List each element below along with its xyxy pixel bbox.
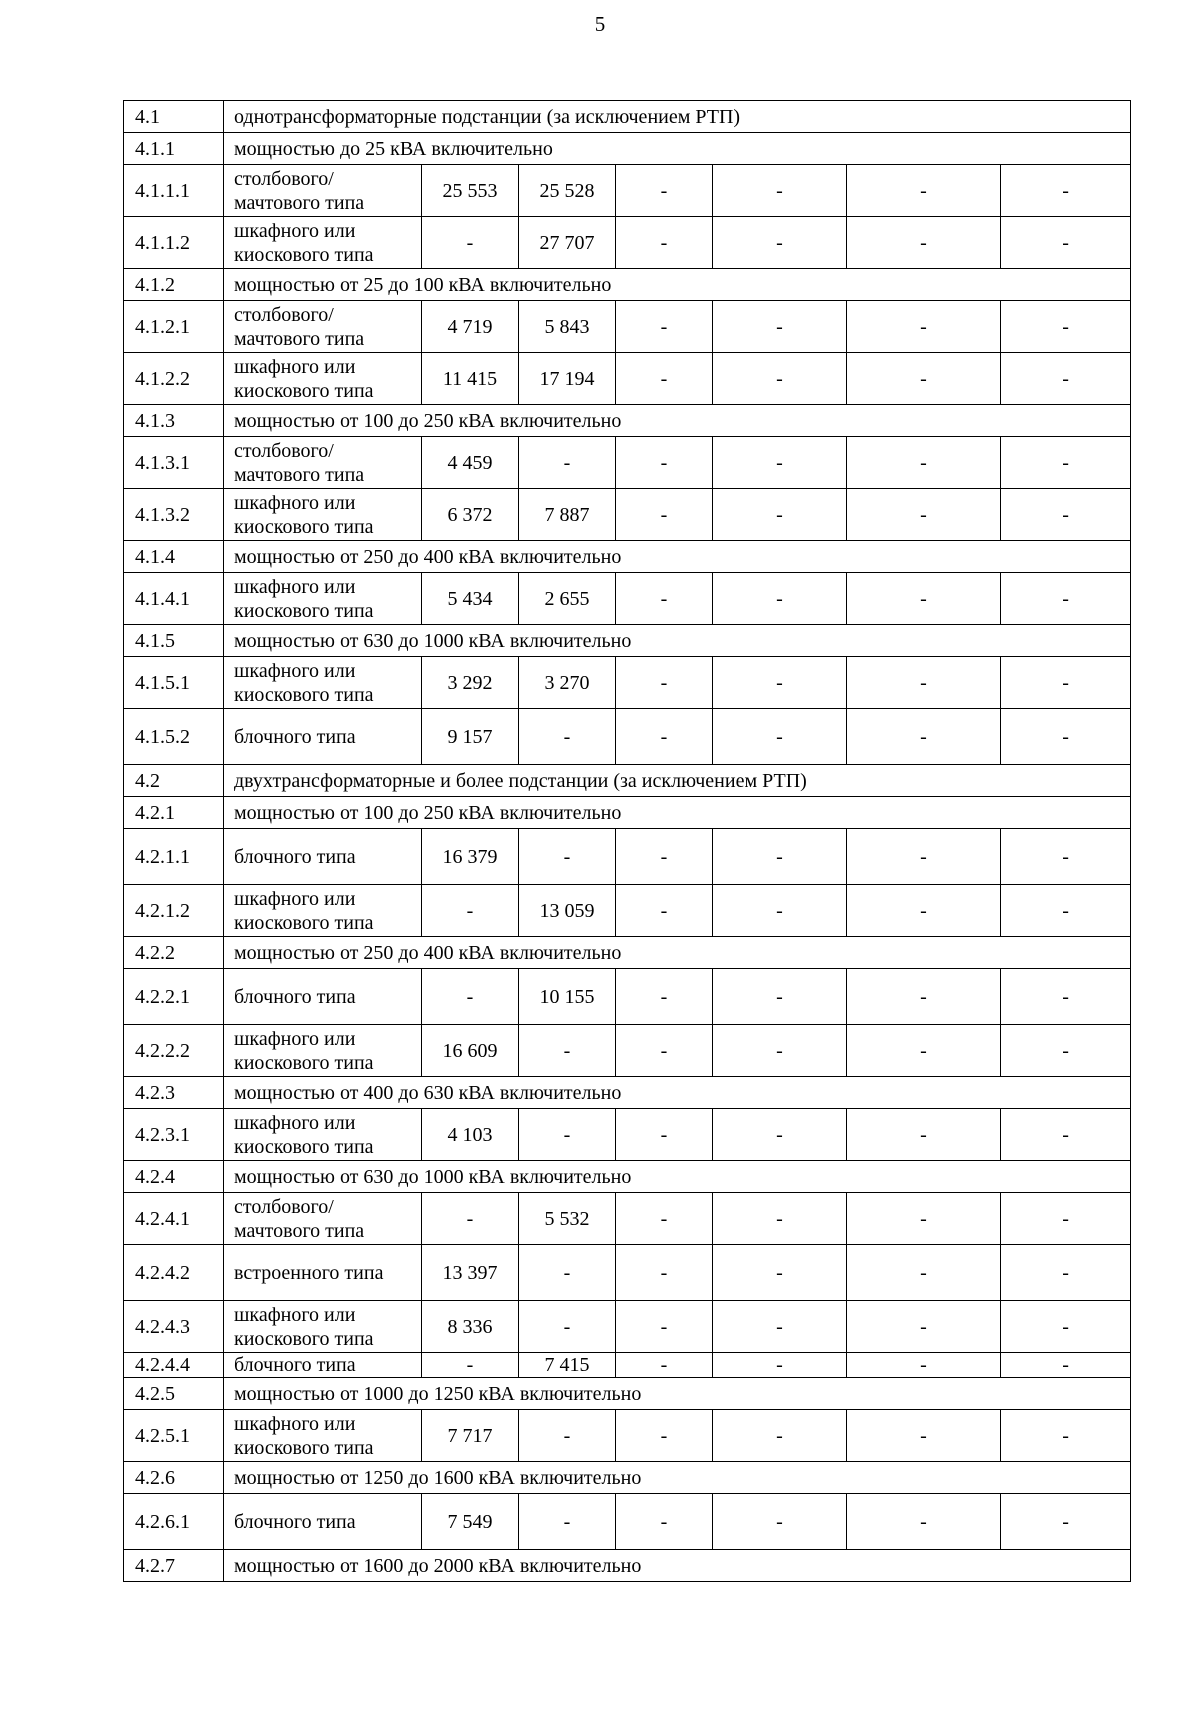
section-heading-row xyxy=(124,405,1131,437)
row-code: 4.2.1.1 xyxy=(124,829,224,885)
value-cell: - xyxy=(1001,709,1131,765)
row-code: 4.1.3.2 xyxy=(124,489,224,541)
value-cell: - xyxy=(713,657,847,709)
value-cell: - xyxy=(1001,1109,1131,1161)
table-row xyxy=(124,829,1131,885)
substation-type-line: киоскового типа xyxy=(234,1051,374,1074)
value-cell: 5 843 xyxy=(519,301,616,353)
substation-type-line: блочного типа xyxy=(234,845,356,868)
value-cell: - xyxy=(422,885,519,937)
value-cell: - xyxy=(847,1025,1001,1077)
substation-type-line: шкафного или xyxy=(234,1111,356,1134)
tariff-table xyxy=(123,100,1131,1582)
row-code: 4.2.4.4 xyxy=(124,1353,224,1378)
section-heading: мощностью от 100 до 250 кВА включительно xyxy=(224,797,1131,829)
row-code: 4.2.1 xyxy=(124,797,224,829)
value-cell: - xyxy=(713,437,847,489)
value-cell: 7 549 xyxy=(422,1494,519,1550)
table-row xyxy=(124,1193,1131,1245)
value-cell: - xyxy=(616,1245,713,1301)
substation-type xyxy=(224,165,422,217)
section-heading: мощностью от 250 до 400 кВА включительно xyxy=(224,937,1131,969)
value-cell: - xyxy=(847,217,1001,269)
substation-type-line: столбового/ xyxy=(234,303,334,326)
value-cell: - xyxy=(1001,885,1131,937)
value-cell: - xyxy=(1001,1410,1131,1462)
value-cell: - xyxy=(713,217,847,269)
table-row xyxy=(124,657,1131,709)
value-cell: - xyxy=(519,709,616,765)
value-cell: - xyxy=(616,1410,713,1462)
value-cell: - xyxy=(713,301,847,353)
substation-type xyxy=(224,301,422,353)
row-code: 4.2.5.1 xyxy=(124,1410,224,1462)
substation-type xyxy=(224,1025,422,1077)
row-code: 4.2.7 xyxy=(124,1550,224,1582)
section-heading-row xyxy=(124,625,1131,657)
row-code: 4.2.1.2 xyxy=(124,885,224,937)
value-cell: - xyxy=(616,573,713,625)
substation-type-line: столбового/ xyxy=(234,439,334,462)
row-code: 4.2.3 xyxy=(124,1077,224,1109)
value-cell: - xyxy=(1001,217,1131,269)
value-cell: - xyxy=(519,1245,616,1301)
table-row xyxy=(124,301,1131,353)
value-cell: - xyxy=(713,489,847,541)
value-cell: - xyxy=(616,709,713,765)
section-heading: мощностью от 400 до 630 кВА включительно xyxy=(224,1077,1131,1109)
value-cell: 9 157 xyxy=(422,709,519,765)
substation-type xyxy=(224,573,422,625)
value-cell: 13 059 xyxy=(519,885,616,937)
value-cell: - xyxy=(519,437,616,489)
value-cell: - xyxy=(1001,1025,1131,1077)
table-row xyxy=(124,1410,1131,1462)
substation-type xyxy=(224,1410,422,1462)
row-code: 4.1.1.1 xyxy=(124,165,224,217)
row-code: 4.2.3.1 xyxy=(124,1109,224,1161)
value-cell: - xyxy=(616,1301,713,1353)
substation-type-line: киоскового типа xyxy=(234,599,374,622)
row-code: 4.2.4.1 xyxy=(124,1193,224,1245)
section-heading-row xyxy=(124,101,1131,133)
substation-type-line: киоскового типа xyxy=(234,243,374,266)
row-code: 4.1.2 xyxy=(124,269,224,301)
table-row xyxy=(124,1109,1131,1161)
value-cell: - xyxy=(616,217,713,269)
substation-type xyxy=(224,1301,422,1353)
value-cell: - xyxy=(616,969,713,1025)
substation-type xyxy=(224,1494,422,1550)
value-cell: 5 434 xyxy=(422,573,519,625)
value-cell: 4 719 xyxy=(422,301,519,353)
substation-type-line: блочного типа xyxy=(234,985,356,1008)
value-cell: - xyxy=(847,1245,1001,1301)
substation-type xyxy=(224,969,422,1025)
row-code: 4.2.2.1 xyxy=(124,969,224,1025)
section-heading-row xyxy=(124,133,1131,165)
value-cell: - xyxy=(847,1193,1001,1245)
value-cell: 2 655 xyxy=(519,573,616,625)
row-code: 4.1.2.2 xyxy=(124,353,224,405)
row-code: 4.2.2 xyxy=(124,937,224,969)
value-cell: 3 292 xyxy=(422,657,519,709)
substation-type-line: мачтового типа xyxy=(234,1219,365,1242)
substation-type xyxy=(224,657,422,709)
value-cell: - xyxy=(616,1025,713,1077)
substation-type-line: шкафного или xyxy=(234,491,356,514)
value-cell: - xyxy=(1001,353,1131,405)
value-cell: - xyxy=(713,1301,847,1353)
value-cell: - xyxy=(713,573,847,625)
section-heading-row xyxy=(124,937,1131,969)
table-row xyxy=(124,969,1131,1025)
value-cell: - xyxy=(847,573,1001,625)
value-cell: - xyxy=(1001,829,1131,885)
value-cell: - xyxy=(713,353,847,405)
value-cell: - xyxy=(713,1410,847,1462)
row-code: 4.1.2.1 xyxy=(124,301,224,353)
section-heading: мощностью от 630 до 1000 кВА включительно xyxy=(224,1161,1131,1193)
value-cell: - xyxy=(616,353,713,405)
substation-type-line: шкафного или xyxy=(234,355,356,378)
substation-type-line: блочного типа xyxy=(234,1354,356,1376)
row-code: 4.2.4 xyxy=(124,1161,224,1193)
value-cell: 25 528 xyxy=(519,165,616,217)
value-cell: - xyxy=(847,1301,1001,1353)
value-cell: 4 103 xyxy=(422,1109,519,1161)
value-cell: - xyxy=(713,1109,847,1161)
value-cell: - xyxy=(616,301,713,353)
value-cell: - xyxy=(616,1193,713,1245)
substation-type-line: столбового/ xyxy=(234,1195,334,1218)
table-row xyxy=(124,1301,1131,1353)
value-cell: 16 379 xyxy=(422,829,519,885)
row-code: 4.1.5 xyxy=(124,625,224,657)
value-cell: - xyxy=(1001,437,1131,489)
section-heading-row xyxy=(124,797,1131,829)
section-heading: мощностью от 100 до 250 кВА включительно xyxy=(224,405,1131,437)
substation-type xyxy=(224,217,422,269)
table-row xyxy=(124,437,1131,489)
row-code: 4.1.1.2 xyxy=(124,217,224,269)
table-row xyxy=(124,217,1131,269)
row-code: 4.2.6.1 xyxy=(124,1494,224,1550)
value-cell: 27 707 xyxy=(519,217,616,269)
value-cell: - xyxy=(422,969,519,1025)
value-cell: 11 415 xyxy=(422,353,519,405)
value-cell: 10 155 xyxy=(519,969,616,1025)
value-cell: - xyxy=(616,1353,713,1378)
table-row xyxy=(124,353,1131,405)
substation-type-line: блочного типа xyxy=(234,1510,356,1533)
value-cell: - xyxy=(847,709,1001,765)
section-heading: мощностью от 25 до 100 кВА включительно xyxy=(224,269,1131,301)
substation-type xyxy=(224,489,422,541)
section-heading: мощностью от 250 до 400 кВА включительно xyxy=(224,541,1131,573)
substation-type xyxy=(224,709,422,765)
table-row xyxy=(124,165,1131,217)
section-heading-row xyxy=(124,269,1131,301)
value-cell: - xyxy=(519,1109,616,1161)
table-row xyxy=(124,1245,1131,1301)
row-code: 4.2.5 xyxy=(124,1378,224,1410)
value-cell: - xyxy=(1001,573,1131,625)
substation-type-line: столбового/ xyxy=(234,167,334,190)
row-code: 4.2.6 xyxy=(124,1462,224,1494)
substation-type-line: шкафного или xyxy=(234,659,356,682)
value-cell: - xyxy=(847,353,1001,405)
value-cell: - xyxy=(616,1109,713,1161)
value-cell: - xyxy=(847,165,1001,217)
substation-type xyxy=(224,829,422,885)
section-heading: мощностью от 630 до 1000 кВА включительно xyxy=(224,625,1131,657)
value-cell: - xyxy=(847,969,1001,1025)
value-cell: - xyxy=(616,1494,713,1550)
section-heading-row xyxy=(124,1161,1131,1193)
value-cell: - xyxy=(616,885,713,937)
section-heading-row xyxy=(124,1378,1131,1410)
substation-type xyxy=(224,885,422,937)
value-cell: - xyxy=(847,489,1001,541)
value-cell: 25 553 xyxy=(422,165,519,217)
section-heading-row xyxy=(124,1462,1131,1494)
substation-type-line: киоскового типа xyxy=(234,515,374,538)
row-code: 4.2.2.2 xyxy=(124,1025,224,1077)
value-cell: - xyxy=(713,1245,847,1301)
table-row xyxy=(124,489,1131,541)
value-cell: - xyxy=(1001,301,1131,353)
value-cell: - xyxy=(1001,1245,1131,1301)
substation-type xyxy=(224,1109,422,1161)
value-cell: - xyxy=(616,657,713,709)
section-heading-row xyxy=(124,1077,1131,1109)
substation-type xyxy=(224,1353,422,1378)
section-heading: мощностью от 1250 до 1600 кВА включительно xyxy=(224,1462,1131,1494)
section-heading: однотрансформаторные подстанции (за исключением РТП) xyxy=(224,101,1131,133)
substation-type-line: киоскового типа xyxy=(234,379,374,402)
section-heading: мощностью от 1000 до 1250 кВА включительно xyxy=(224,1378,1131,1410)
value-cell: - xyxy=(1001,1494,1131,1550)
value-cell: - xyxy=(422,217,519,269)
value-cell: 7 415 xyxy=(519,1353,616,1378)
value-cell: - xyxy=(519,1025,616,1077)
substation-type-line: киоскового типа xyxy=(234,1436,374,1459)
value-cell: - xyxy=(713,709,847,765)
table-row xyxy=(124,573,1131,625)
value-cell: - xyxy=(519,829,616,885)
value-cell: - xyxy=(847,1109,1001,1161)
substation-type-line: мачтового типа xyxy=(234,463,365,486)
table-row xyxy=(124,709,1131,765)
value-cell: - xyxy=(847,885,1001,937)
row-code: 4.1.3.1 xyxy=(124,437,224,489)
substation-type xyxy=(224,1245,422,1301)
table-row xyxy=(124,1025,1131,1077)
value-cell: - xyxy=(616,829,713,885)
value-cell: 17 194 xyxy=(519,353,616,405)
value-cell: - xyxy=(713,1353,847,1378)
row-code: 4.1.1 xyxy=(124,133,224,165)
table-body xyxy=(124,101,1131,1582)
table-row xyxy=(124,1494,1131,1550)
section-heading: мощностью от 1600 до 2000 кВА включительно xyxy=(224,1550,1131,1582)
value-cell: - xyxy=(713,829,847,885)
value-cell: - xyxy=(847,1410,1001,1462)
value-cell: - xyxy=(713,969,847,1025)
substation-type-line: шкафного или xyxy=(234,1027,356,1050)
value-cell: - xyxy=(616,489,713,541)
value-cell: - xyxy=(713,885,847,937)
row-code: 4.1.5.2 xyxy=(124,709,224,765)
substation-type-line: шкафного или xyxy=(234,1303,356,1326)
value-cell: - xyxy=(1001,657,1131,709)
section-heading-row xyxy=(124,1550,1131,1582)
substation-type-line: киоскового типа xyxy=(234,1135,374,1158)
substation-type-line: шкафного или xyxy=(234,575,356,598)
value-cell: 4 459 xyxy=(422,437,519,489)
value-cell: - xyxy=(519,1410,616,1462)
value-cell: 7 887 xyxy=(519,489,616,541)
substation-type xyxy=(224,1193,422,1245)
row-code: 4.1.5.1 xyxy=(124,657,224,709)
value-cell: - xyxy=(713,1494,847,1550)
value-cell: - xyxy=(847,1494,1001,1550)
value-cell: - xyxy=(1001,1353,1131,1378)
row-code: 4.2.4.2 xyxy=(124,1245,224,1301)
section-heading-row xyxy=(124,541,1131,573)
substation-type-line: мачтового типа xyxy=(234,327,365,350)
table-row xyxy=(124,1353,1131,1378)
value-cell: 13 397 xyxy=(422,1245,519,1301)
value-cell: - xyxy=(422,1193,519,1245)
row-code: 4.2 xyxy=(124,765,224,797)
value-cell: - xyxy=(847,301,1001,353)
row-code: 4.2.4.3 xyxy=(124,1301,224,1353)
substation-type xyxy=(224,437,422,489)
row-code: 4.1.4 xyxy=(124,541,224,573)
value-cell: 8 336 xyxy=(422,1301,519,1353)
value-cell: - xyxy=(713,165,847,217)
substation-type-line: киоскового типа xyxy=(234,683,374,706)
value-cell: - xyxy=(847,437,1001,489)
section-heading-row xyxy=(124,765,1131,797)
substation-type xyxy=(224,353,422,405)
substation-type-line: встроенного типа xyxy=(234,1261,384,1284)
value-cell: - xyxy=(1001,489,1131,541)
value-cell: - xyxy=(422,1353,519,1378)
substation-type-line: мачтового типа xyxy=(234,191,365,214)
value-cell: - xyxy=(847,1353,1001,1378)
value-cell: - xyxy=(519,1494,616,1550)
value-cell: 5 532 xyxy=(519,1193,616,1245)
row-code: 4.1 xyxy=(124,101,224,133)
substation-type-line: киоскового типа xyxy=(234,911,374,934)
substation-type-line: киоскового типа xyxy=(234,1327,374,1350)
substation-type-line: шкафного или xyxy=(234,1412,356,1435)
value-cell: - xyxy=(713,1025,847,1077)
value-cell: - xyxy=(616,165,713,217)
section-heading: мощностью до 25 кВА включительно xyxy=(224,133,1131,165)
substation-type-line: шкафного или xyxy=(234,887,356,910)
value-cell: - xyxy=(616,437,713,489)
value-cell: - xyxy=(847,657,1001,709)
page-number: 5 xyxy=(594,12,606,36)
value-cell: 6 372 xyxy=(422,489,519,541)
value-cell: 3 270 xyxy=(519,657,616,709)
value-cell: - xyxy=(1001,969,1131,1025)
value-cell: - xyxy=(1001,1301,1131,1353)
value-cell: 7 717 xyxy=(422,1410,519,1462)
substation-type-line: шкафного или xyxy=(234,219,356,242)
value-cell: - xyxy=(519,1301,616,1353)
row-code: 4.1.3 xyxy=(124,405,224,437)
section-heading: двухтрансформаторные и более подстанции (за исключением РТП) xyxy=(224,765,1131,797)
table-row xyxy=(124,885,1131,937)
value-cell: - xyxy=(847,829,1001,885)
row-code: 4.1.4.1 xyxy=(124,573,224,625)
value-cell: - xyxy=(1001,1193,1131,1245)
substation-type-line: блочного типа xyxy=(234,725,356,748)
value-cell: - xyxy=(713,1193,847,1245)
value-cell: 16 609 xyxy=(422,1025,519,1077)
value-cell: - xyxy=(1001,165,1131,217)
